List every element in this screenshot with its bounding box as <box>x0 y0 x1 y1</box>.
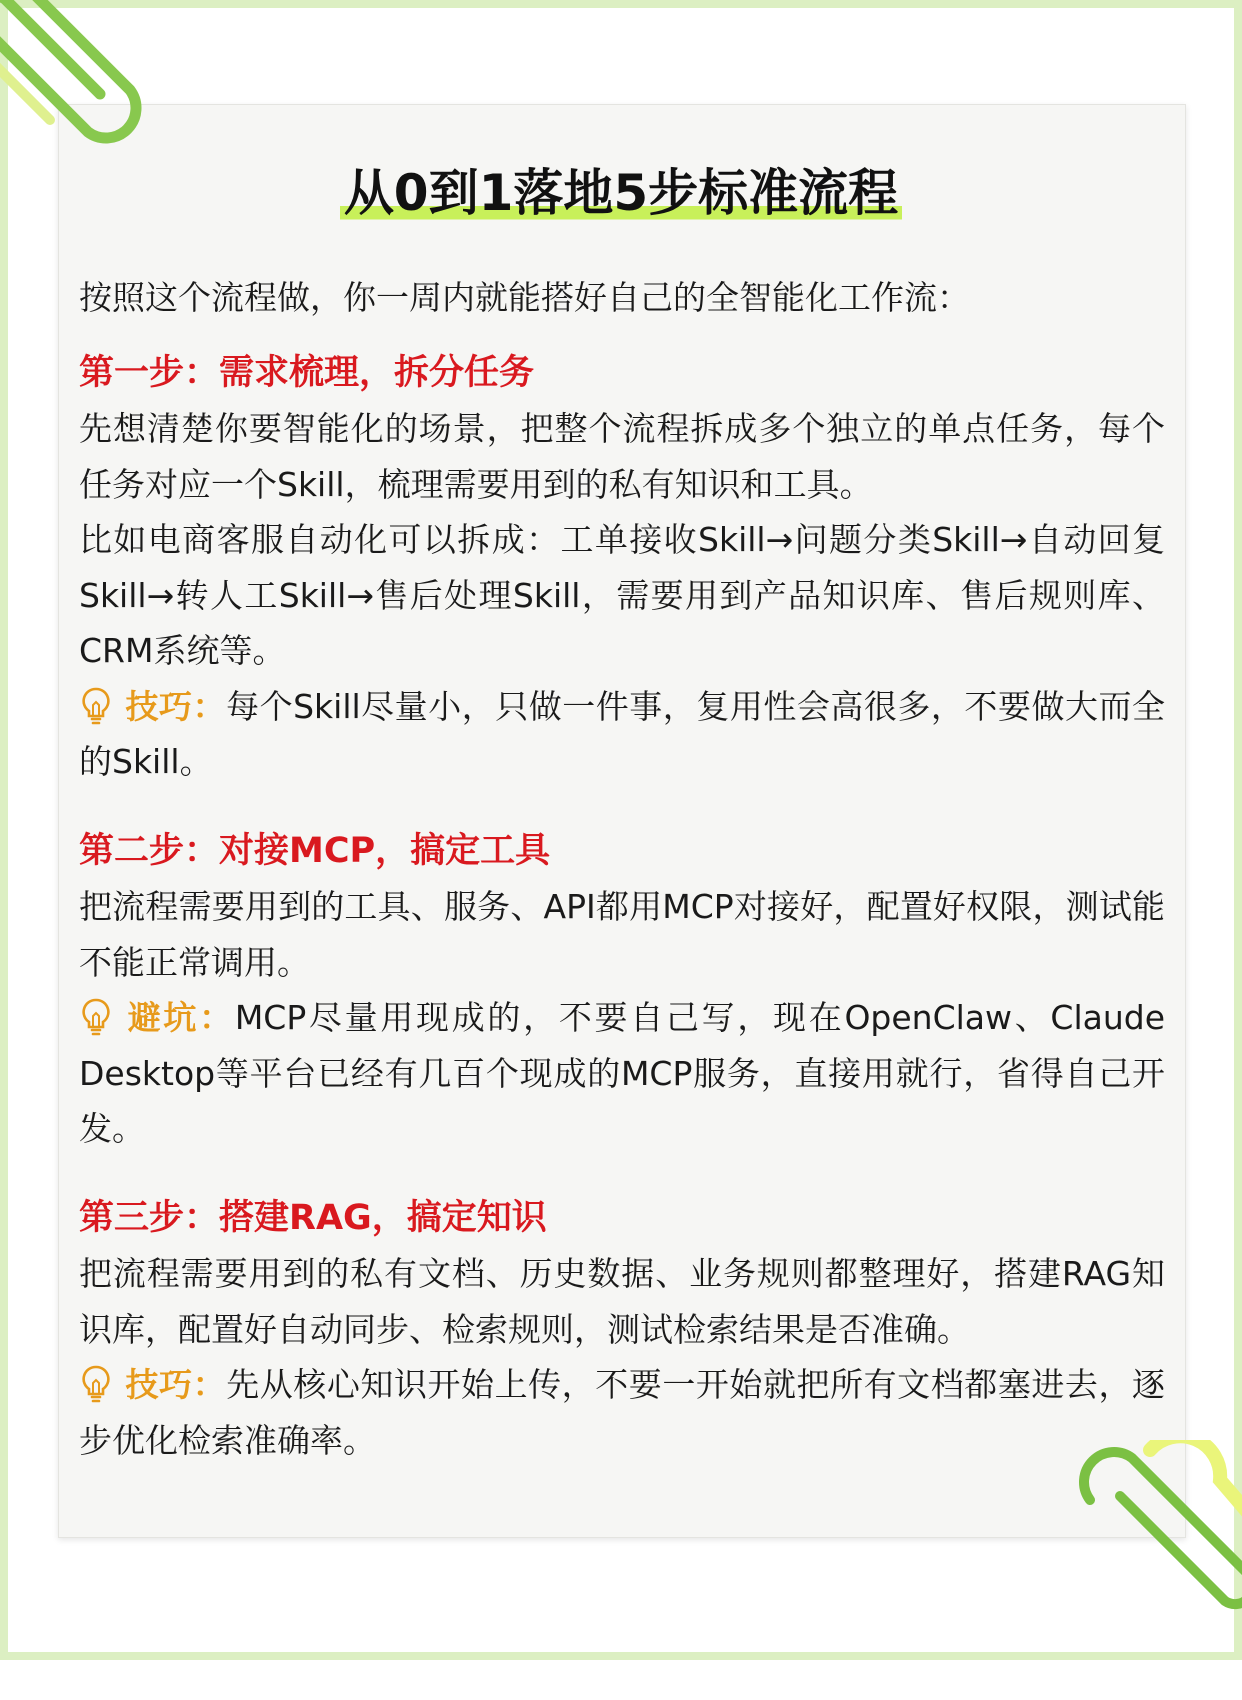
step-1 <box>79 346 1165 790</box>
tip-text: MCP尽量用现成的，不要自己写，现在OpenClaw、Claude Desktop等平台已经有几百个现成的MCP服务，直接用就行，省得自己开发。 <box>79 998 1166 1148</box>
tip-label: 技巧： <box>125 686 227 726</box>
intro-text: 按照这个流程做，你一周内就能搭好自己的全智能化工作流： <box>79 278 970 317</box>
step-3 <box>79 1191 1165 1469</box>
step-paragraph: 把流程需要用到的工具、服务、API都用MCP对接好，配置好权限，测试能不能正常调用。 <box>79 887 1165 982</box>
tip-label: 避坑： <box>125 998 235 1037</box>
page-title: 从0到1落地5步标准流程 <box>340 160 902 226</box>
article-body <box>79 270 1165 1468</box>
title-block <box>0 160 1242 226</box>
tip-line <box>79 990 1165 1157</box>
step-heading: 第二步：对接MCP，搞定工具 <box>79 830 551 871</box>
step-paragraph: 比如电商客服自动化可以拆成：工单接收Skill→问题分类Skill→自动回复Skill→转人工Skill→售后处理Skill，需要用到产品知识库、售后规则库、CRM系统等。 <box>79 520 1165 670</box>
tip-text: 先从核心知识开始上传，不要一开始就把所有文档都塞进去，逐步优化检索准确率。 <box>79 1365 1166 1460</box>
step-heading: 第三步：搭建RAG，搞定知识 <box>79 1197 547 1238</box>
lightbulb-icon <box>79 1364 113 1404</box>
step-paragraph: 把流程需要用到的私有文档、历史数据、业务规则都整理好，搭建RAG知识库，配置好自动同步、检索规则，测试检索结果是否准确。 <box>79 1254 1165 1349</box>
step-paragraph: 先想清楚你要智能化的场景，把整个流程拆成多个独立的单点任务，每个任务对应一个Skill，梳理需要用到的私有知识和工具。 <box>79 409 1165 504</box>
tip-label: 技巧： <box>125 1365 227 1404</box>
tip-line <box>79 1357 1165 1468</box>
tip-text: 每个Skill尽量小，只做一件事，复用性会高很多，不要做大而全的Skill。 <box>79 686 1165 781</box>
lightbulb-icon <box>79 686 113 726</box>
step-heading: 第一步：需求梳理，拆分任务 <box>79 352 535 393</box>
step-2 <box>79 824 1165 1157</box>
lightbulb-icon <box>79 997 113 1037</box>
tip-line <box>79 679 1165 790</box>
